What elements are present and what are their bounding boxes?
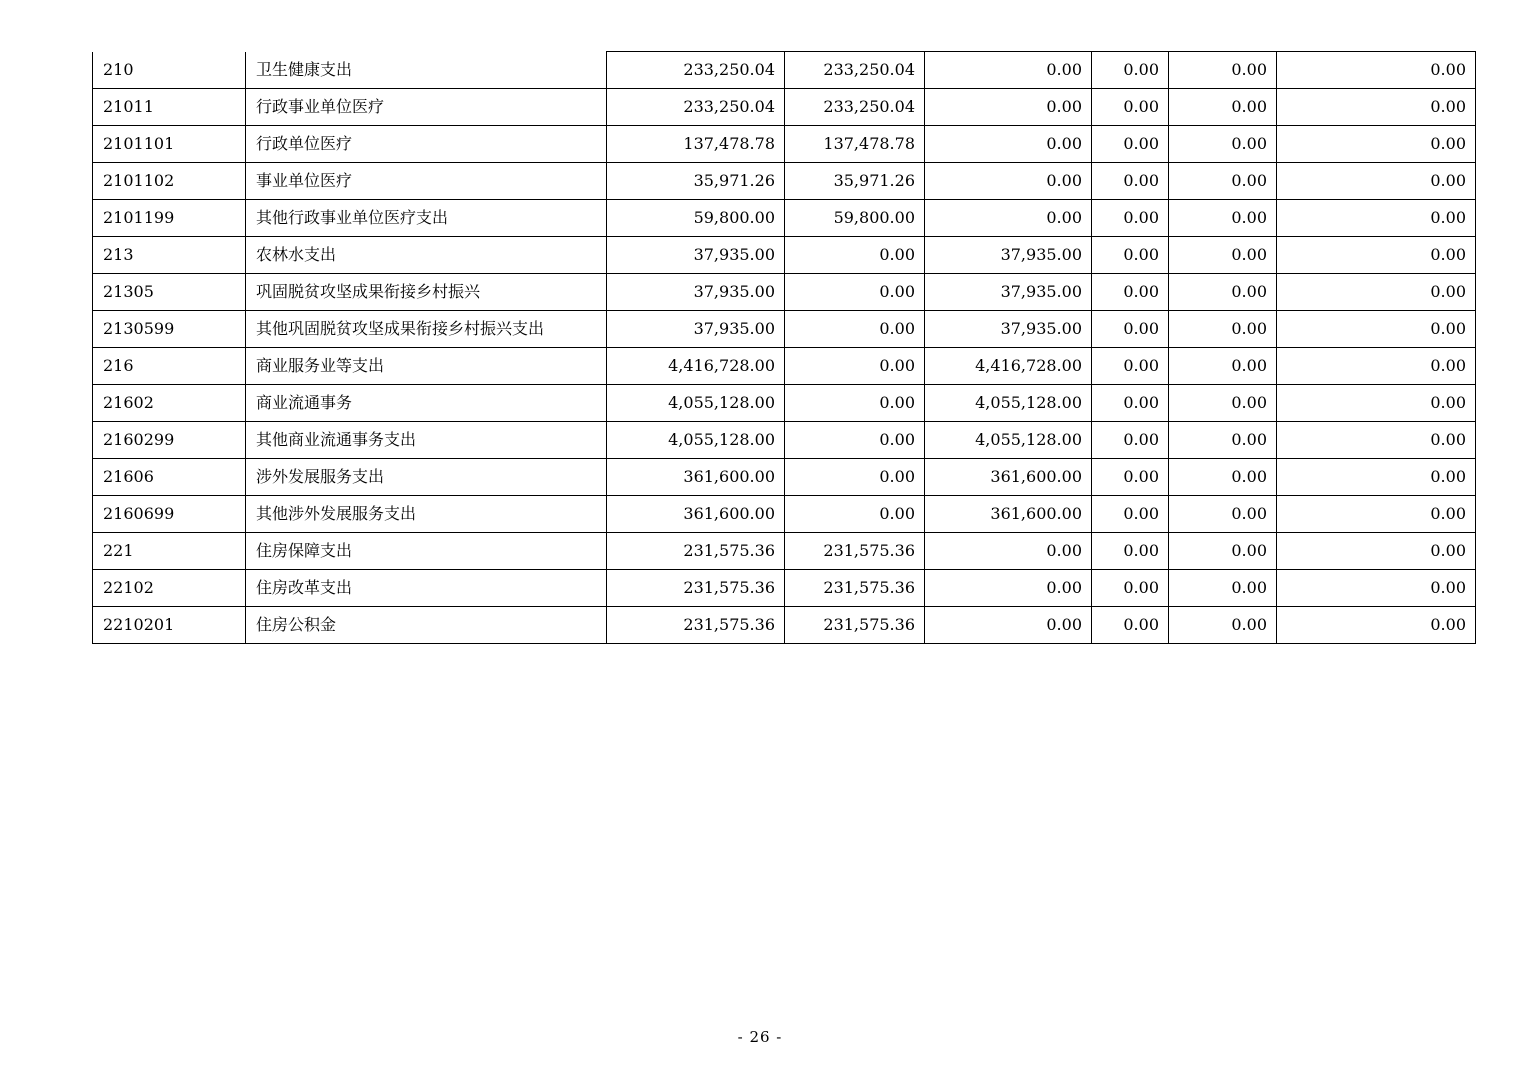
total-amount-cell: 4,055,128.00 — [607, 422, 785, 459]
account-code-cell: 216 — [93, 348, 246, 385]
account-name-cell: 其他商业流通事务支出 — [246, 422, 607, 459]
account-code-cell: 22102 — [93, 570, 246, 607]
total-amount-cell: 231,575.36 — [607, 570, 785, 607]
table-row — [93, 52, 1476, 89]
amount-cell: 0.00 — [1277, 459, 1476, 496]
account-code-cell: 2101199 — [93, 200, 246, 237]
total-amount-cell: 35,971.26 — [607, 163, 785, 200]
amount-cell: 0.00 — [1092, 496, 1169, 533]
table-row — [93, 348, 1476, 385]
account-name-cell: 其他行政事业单位医疗支出 — [246, 200, 607, 237]
total-amount-cell: 37,935.00 — [607, 274, 785, 311]
account-name-cell: 其他涉外发展服务支出 — [246, 496, 607, 533]
project-expenditure-cell: 0.00 — [925, 607, 1092, 644]
amount-cell: 0.00 — [1277, 89, 1476, 126]
amount-cell: 0.00 — [1169, 422, 1277, 459]
total-amount-cell: 37,935.00 — [607, 237, 785, 274]
amount-cell: 0.00 — [1169, 89, 1277, 126]
account-name-cell: 巩固脱贫攻坚成果衔接乡村振兴 — [246, 274, 607, 311]
table-row — [93, 385, 1476, 422]
table-row — [93, 607, 1476, 644]
basic-expenditure-cell: 0.00 — [785, 274, 925, 311]
basic-expenditure-cell: 0.00 — [785, 385, 925, 422]
total-amount-cell: 233,250.04 — [607, 52, 785, 89]
amount-cell: 0.00 — [1092, 237, 1169, 274]
project-expenditure-cell: 37,935.00 — [925, 311, 1092, 348]
amount-cell: 0.00 — [1277, 533, 1476, 570]
total-amount-cell: 231,575.36 — [607, 607, 785, 644]
total-amount-cell: 361,600.00 — [607, 459, 785, 496]
table-row — [93, 496, 1476, 533]
account-name-cell: 农林水支出 — [246, 237, 607, 274]
amount-cell: 0.00 — [1169, 348, 1277, 385]
amount-cell: 0.00 — [1169, 496, 1277, 533]
account-code-cell: 2101102 — [93, 163, 246, 200]
account-name-cell: 事业单位医疗 — [246, 163, 607, 200]
account-code-cell: 2160299 — [93, 422, 246, 459]
amount-cell: 0.00 — [1092, 607, 1169, 644]
amount-cell: 0.00 — [1092, 52, 1169, 89]
basic-expenditure-cell: 231,575.36 — [785, 607, 925, 644]
account-code-cell: 21602 — [93, 385, 246, 422]
project-expenditure-cell: 0.00 — [925, 52, 1092, 89]
amount-cell: 0.00 — [1277, 607, 1476, 644]
amount-cell: 0.00 — [1277, 163, 1476, 200]
basic-expenditure-cell: 0.00 — [785, 348, 925, 385]
account-name-cell: 其他巩固脱贫攻坚成果衔接乡村振兴支出 — [246, 311, 607, 348]
amount-cell: 0.00 — [1092, 163, 1169, 200]
total-amount-cell: 137,478.78 — [607, 126, 785, 163]
project-expenditure-cell: 4,055,128.00 — [925, 385, 1092, 422]
basic-expenditure-cell: 0.00 — [785, 496, 925, 533]
amount-cell: 0.00 — [1092, 200, 1169, 237]
basic-expenditure-cell: 231,575.36 — [785, 570, 925, 607]
table-row — [93, 200, 1476, 237]
amount-cell: 0.00 — [1169, 200, 1277, 237]
project-expenditure-cell: 0.00 — [925, 533, 1092, 570]
basic-expenditure-cell: 0.00 — [785, 422, 925, 459]
amount-cell: 0.00 — [1277, 52, 1476, 89]
account-name-cell: 商业服务业等支出 — [246, 348, 607, 385]
table-row — [93, 89, 1476, 126]
account-code-cell: 2210201 — [93, 607, 246, 644]
project-expenditure-cell: 37,935.00 — [925, 237, 1092, 274]
table-row — [93, 126, 1476, 163]
amount-cell: 0.00 — [1277, 311, 1476, 348]
basic-expenditure-cell: 0.00 — [785, 459, 925, 496]
account-name-cell: 涉外发展服务支出 — [246, 459, 607, 496]
total-amount-cell: 4,055,128.00 — [607, 385, 785, 422]
amount-cell: 0.00 — [1277, 348, 1476, 385]
account-code-cell: 21305 — [93, 274, 246, 311]
basic-expenditure-cell: 233,250.04 — [785, 52, 925, 89]
amount-cell: 0.00 — [1169, 237, 1277, 274]
account-code-cell: 2160699 — [93, 496, 246, 533]
account-code-cell: 21606 — [93, 459, 246, 496]
amount-cell: 0.00 — [1169, 607, 1277, 644]
amount-cell: 0.00 — [1169, 163, 1277, 200]
amount-cell: 0.00 — [1169, 311, 1277, 348]
amount-cell: 0.00 — [1277, 422, 1476, 459]
table-row — [93, 311, 1476, 348]
amount-cell: 0.00 — [1169, 385, 1277, 422]
project-expenditure-cell: 361,600.00 — [925, 496, 1092, 533]
basic-expenditure-cell: 0.00 — [785, 311, 925, 348]
account-name-cell: 行政事业单位医疗 — [246, 89, 607, 126]
table-row — [93, 422, 1476, 459]
basic-expenditure-cell: 35,971.26 — [785, 163, 925, 200]
project-expenditure-cell: 0.00 — [925, 163, 1092, 200]
table-row — [93, 237, 1476, 274]
account-code-cell: 221 — [93, 533, 246, 570]
project-expenditure-cell: 0.00 — [925, 126, 1092, 163]
amount-cell: 0.00 — [1169, 126, 1277, 163]
amount-cell: 0.00 — [1277, 385, 1476, 422]
account-code-cell: 213 — [93, 237, 246, 274]
basic-expenditure-cell: 137,478.78 — [785, 126, 925, 163]
amount-cell: 0.00 — [1092, 533, 1169, 570]
budget-table — [92, 51, 1476, 644]
amount-cell: 0.00 — [1277, 126, 1476, 163]
amount-cell: 0.00 — [1169, 52, 1277, 89]
basic-expenditure-cell: 0.00 — [785, 237, 925, 274]
account-code-cell: 2130599 — [93, 311, 246, 348]
basic-expenditure-cell: 231,575.36 — [785, 533, 925, 570]
amount-cell: 0.00 — [1092, 126, 1169, 163]
amount-cell: 0.00 — [1277, 274, 1476, 311]
project-expenditure-cell: 0.00 — [925, 200, 1092, 237]
account-code-cell: 210 — [93, 52, 246, 89]
account-name-cell: 商业流通事务 — [246, 385, 607, 422]
basic-expenditure-cell: 59,800.00 — [785, 200, 925, 237]
table-row — [93, 570, 1476, 607]
amount-cell: 0.00 — [1277, 496, 1476, 533]
project-expenditure-cell: 0.00 — [925, 570, 1092, 607]
account-name-cell: 住房公积金 — [246, 607, 607, 644]
amount-cell: 0.00 — [1092, 311, 1169, 348]
account-name-cell: 住房改革支出 — [246, 570, 607, 607]
table-row — [93, 533, 1476, 570]
amount-cell: 0.00 — [1277, 237, 1476, 274]
amount-cell: 0.00 — [1277, 200, 1476, 237]
amount-cell: 0.00 — [1092, 348, 1169, 385]
total-amount-cell: 361,600.00 — [607, 496, 785, 533]
project-expenditure-cell: 4,055,128.00 — [925, 422, 1092, 459]
table-row — [93, 274, 1476, 311]
project-expenditure-cell: 4,416,728.00 — [925, 348, 1092, 385]
amount-cell: 0.00 — [1169, 533, 1277, 570]
table-row — [93, 459, 1476, 496]
amount-cell: 0.00 — [1092, 459, 1169, 496]
project-expenditure-cell: 37,935.00 — [925, 274, 1092, 311]
amount-cell: 0.00 — [1092, 385, 1169, 422]
account-code-cell: 2101101 — [93, 126, 246, 163]
amount-cell: 0.00 — [1169, 570, 1277, 607]
account-name-cell: 行政单位医疗 — [246, 126, 607, 163]
total-amount-cell: 37,935.00 — [607, 311, 785, 348]
project-expenditure-cell: 0.00 — [925, 89, 1092, 126]
amount-cell: 0.00 — [1092, 274, 1169, 311]
account-name-cell: 住房保障支出 — [246, 533, 607, 570]
page-number: - 26 - — [737, 1028, 783, 1046]
account-name-cell: 卫生健康支出 — [246, 52, 607, 89]
project-expenditure-cell: 361,600.00 — [925, 459, 1092, 496]
table-body — [93, 52, 1476, 644]
total-amount-cell: 4,416,728.00 — [607, 348, 785, 385]
basic-expenditure-cell: 233,250.04 — [785, 89, 925, 126]
amount-cell: 0.00 — [1092, 422, 1169, 459]
amount-cell: 0.00 — [1092, 570, 1169, 607]
table-row — [93, 163, 1476, 200]
total-amount-cell: 59,800.00 — [607, 200, 785, 237]
amount-cell: 0.00 — [1277, 570, 1476, 607]
amount-cell: 0.00 — [1092, 89, 1169, 126]
amount-cell: 0.00 — [1169, 459, 1277, 496]
total-amount-cell: 231,575.36 — [607, 533, 785, 570]
total-amount-cell: 233,250.04 — [607, 89, 785, 126]
amount-cell: 0.00 — [1169, 274, 1277, 311]
account-code-cell: 21011 — [93, 89, 246, 126]
